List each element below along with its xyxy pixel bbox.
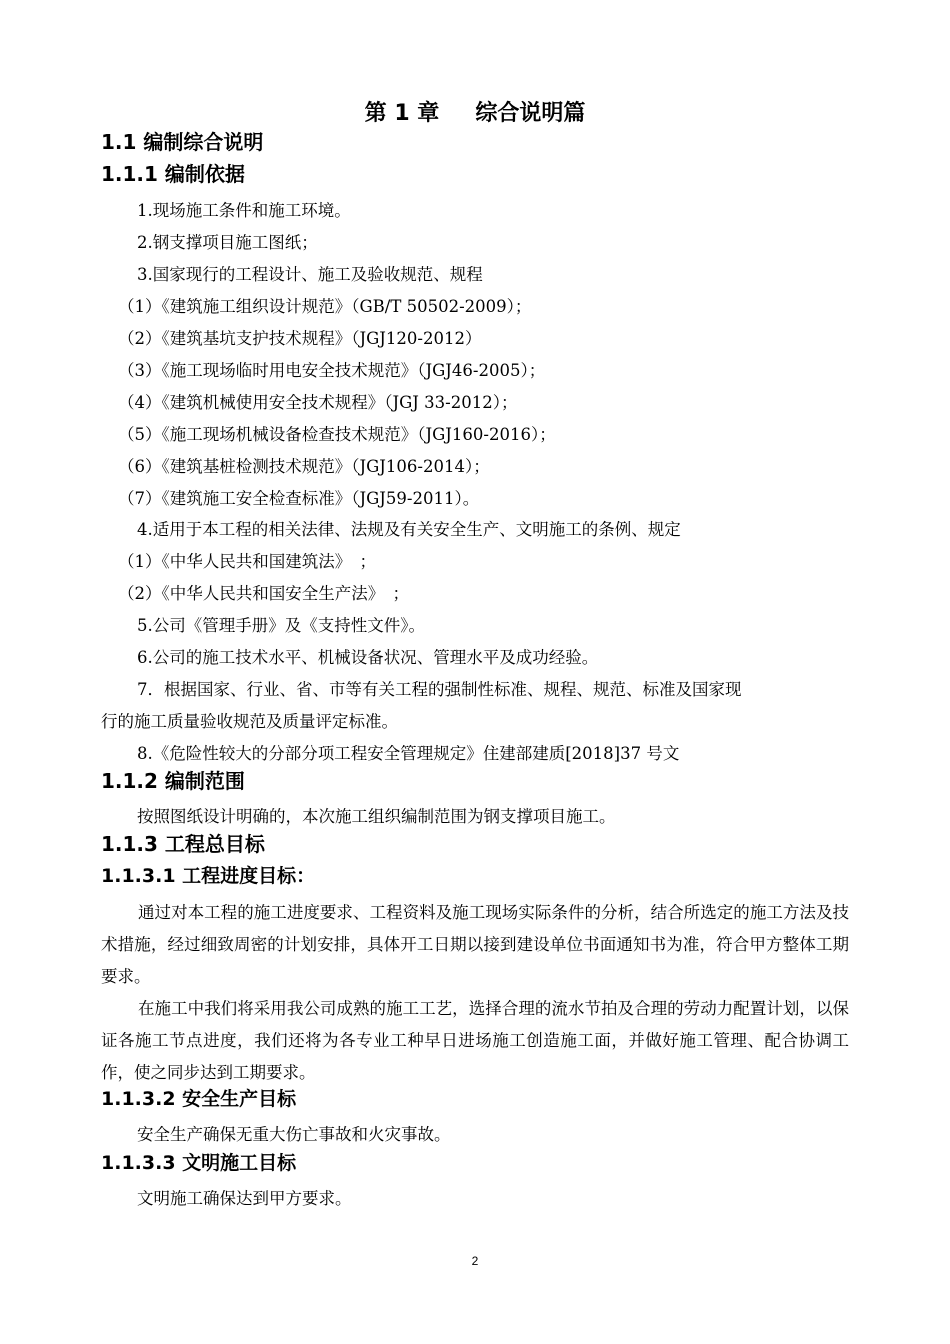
- chapter-name: 综合说明篇: [475, 101, 586, 126]
- basis-subitem: （1）《中华人民共和国建筑法》 ；: [118, 552, 376, 571]
- basis-item: 7．根据国家、行业、省、市等有关工程的强制性标准、规程、规范、标准及国家现: [137, 680, 742, 699]
- basis-subitem: （3）《施工现场临时用电安全技术规范》（JGJ46-2005）；: [118, 361, 546, 380]
- heading-1-1-3: 1.1.3 工程总目标: [101, 832, 265, 856]
- heading-1-1-2: 1.1.2 编制范围: [101, 769, 245, 793]
- heading-1-1-1: 1.1.1 编制依据: [101, 162, 245, 186]
- basis-item: 8.《危险性较大的分部分项工程安全管理规定》住建部建质[2018]37 号文: [137, 744, 680, 763]
- basis-item: 2.钢支撑项目施工图纸；: [137, 233, 318, 252]
- basis-item: 1.现场施工条件和施工环境。: [137, 201, 351, 220]
- basis-subitem: （1）《建筑施工组织设计规范》（GB/T 50502-2009）；: [118, 297, 532, 316]
- basis-item: 6.公司的施工技术水平、机械设备状况、管理水平及成功经验。: [137, 648, 599, 667]
- heading-1-1-3-3: 1.1.3.3 文明施工目标: [101, 1152, 297, 1174]
- basis-subitem: （4）《建筑机械使用安全技术规程》（JGJ 33-2012）；: [118, 393, 518, 412]
- basis-subitem: （7）《建筑施工安全检查标准》（JGJ59-2011）。: [118, 489, 480, 508]
- page-number: 2: [471, 1254, 479, 1268]
- basis-subitem: （2）《中华人民共和国安全生产法》 ；: [118, 584, 409, 603]
- safety-text: 安全生产确保无重大伤亡事故和火灾事故。: [137, 1125, 451, 1144]
- heading-1-1-3-2: 1.1.3.2 安全生产目标: [101, 1088, 297, 1110]
- civil-text: 文明施工确保达到甲方要求。: [137, 1189, 352, 1208]
- chapter-title: [0, 96, 950, 127]
- basis-item: 4.适用于本工程的相关法律、法规及有关安全生产、文明施工的条例、规定: [137, 520, 681, 539]
- heading-1-1-3-1: 1.1.3.1 工程进度目标：: [101, 865, 316, 887]
- schedule-paragraph: 通过对本工程的施工进度要求、工程资料及施工现场实际条件的分析，结合所选定的施工方法及技术措施，经过细致周密的计划安排，具体开工日期以接到建设单位书面通知书为准，符合甲方整体工期要求。: [101, 903, 849, 986]
- basis-item: 3.国家现行的工程设计、施工及验收规范、规程: [137, 265, 483, 284]
- basis-subitem: （5）《施工现场机械设备检查技术规范》（JGJ160-2016）；: [118, 425, 556, 444]
- schedule-paragraph: 在施工中我们将采用我公司成熟的施工工艺，选择合理的流水节拍及合理的劳动力配置计划，以保证各施工节点进度，我们还将为各专业工种早日进场施工创造施工面，并做好施工管理、配合协调工作，使之同步达到工期要求。: [101, 999, 849, 1082]
- chapter-number: 第 1 章: [364, 101, 440, 126]
- basis-subitem: （6）《建筑基桩检测技术规范》（JGJ106-2014）；: [118, 457, 490, 476]
- basis-item: 5.公司《管理手册》及《支持性文件》。: [137, 616, 425, 635]
- heading-1-1: 1.1 编制综合说明: [101, 130, 264, 154]
- basis-subitem: （2）《建筑基坑支护技术规程》（JGJ120-2012）: [118, 329, 482, 348]
- basis-item-continued: 行的施工质量验收规范及质量评定标准。: [101, 712, 398, 731]
- scope-text: 按照图纸设计明确的，本次施工组织编制范围为钢支撑项目施工。: [137, 807, 616, 826]
